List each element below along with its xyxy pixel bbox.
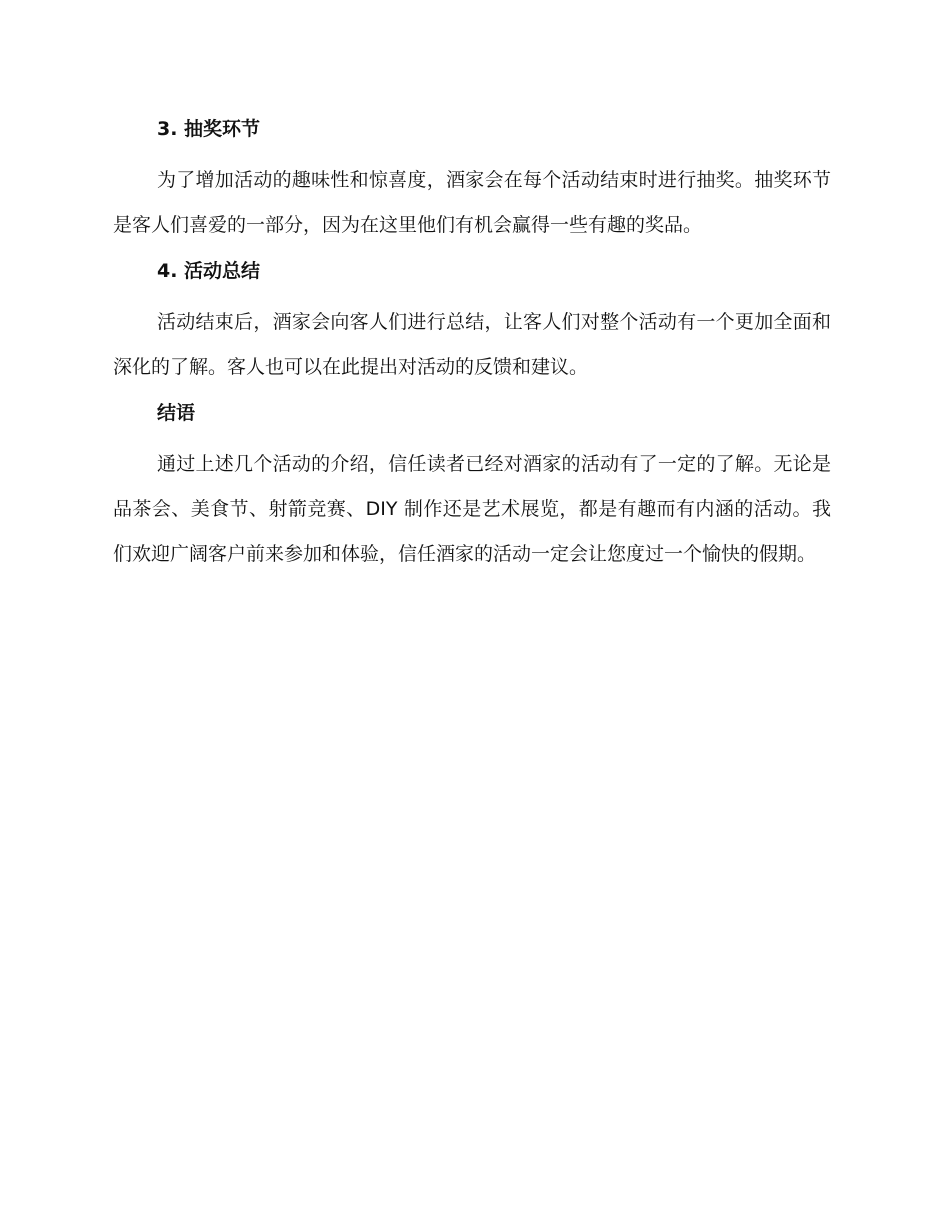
section-summary xyxy=(113,254,831,390)
document-page xyxy=(113,112,831,583)
section-heading: 4. 活动总结 xyxy=(157,260,261,282)
section-heading: 结语 xyxy=(157,402,196,424)
section-paragraph: 通过上述几个活动的介绍，信任读者已经对酒家的活动有了一定的了解。无论是品茶会、美食节、射箭竞赛、DIY 制作还是艺术展览，都是有趣而有内涵的活动。我们欢迎广阔客户前来参加和体验，信任酒家的活动一定会让您度过一个愉快的假期。 xyxy=(113,453,831,565)
section-paragraph: 为了增加活动的趣味性和惊喜度，酒家会在每个活动结束时进行抽奖。抽奖环节是客人们喜爱的一部分，因为在这里他们有机会赢得一些有趣的奖品。 xyxy=(113,169,831,236)
section-lottery xyxy=(113,112,831,248)
section-heading: 3. 抽奖环节 xyxy=(157,118,261,140)
section-paragraph: 活动结束后，酒家会向客人们进行总结，让客人们对整个活动有一个更加全面和深化的了解。客人也可以在此提出对活动的反馈和建议。 xyxy=(113,311,831,378)
section-conclusion xyxy=(113,396,831,577)
